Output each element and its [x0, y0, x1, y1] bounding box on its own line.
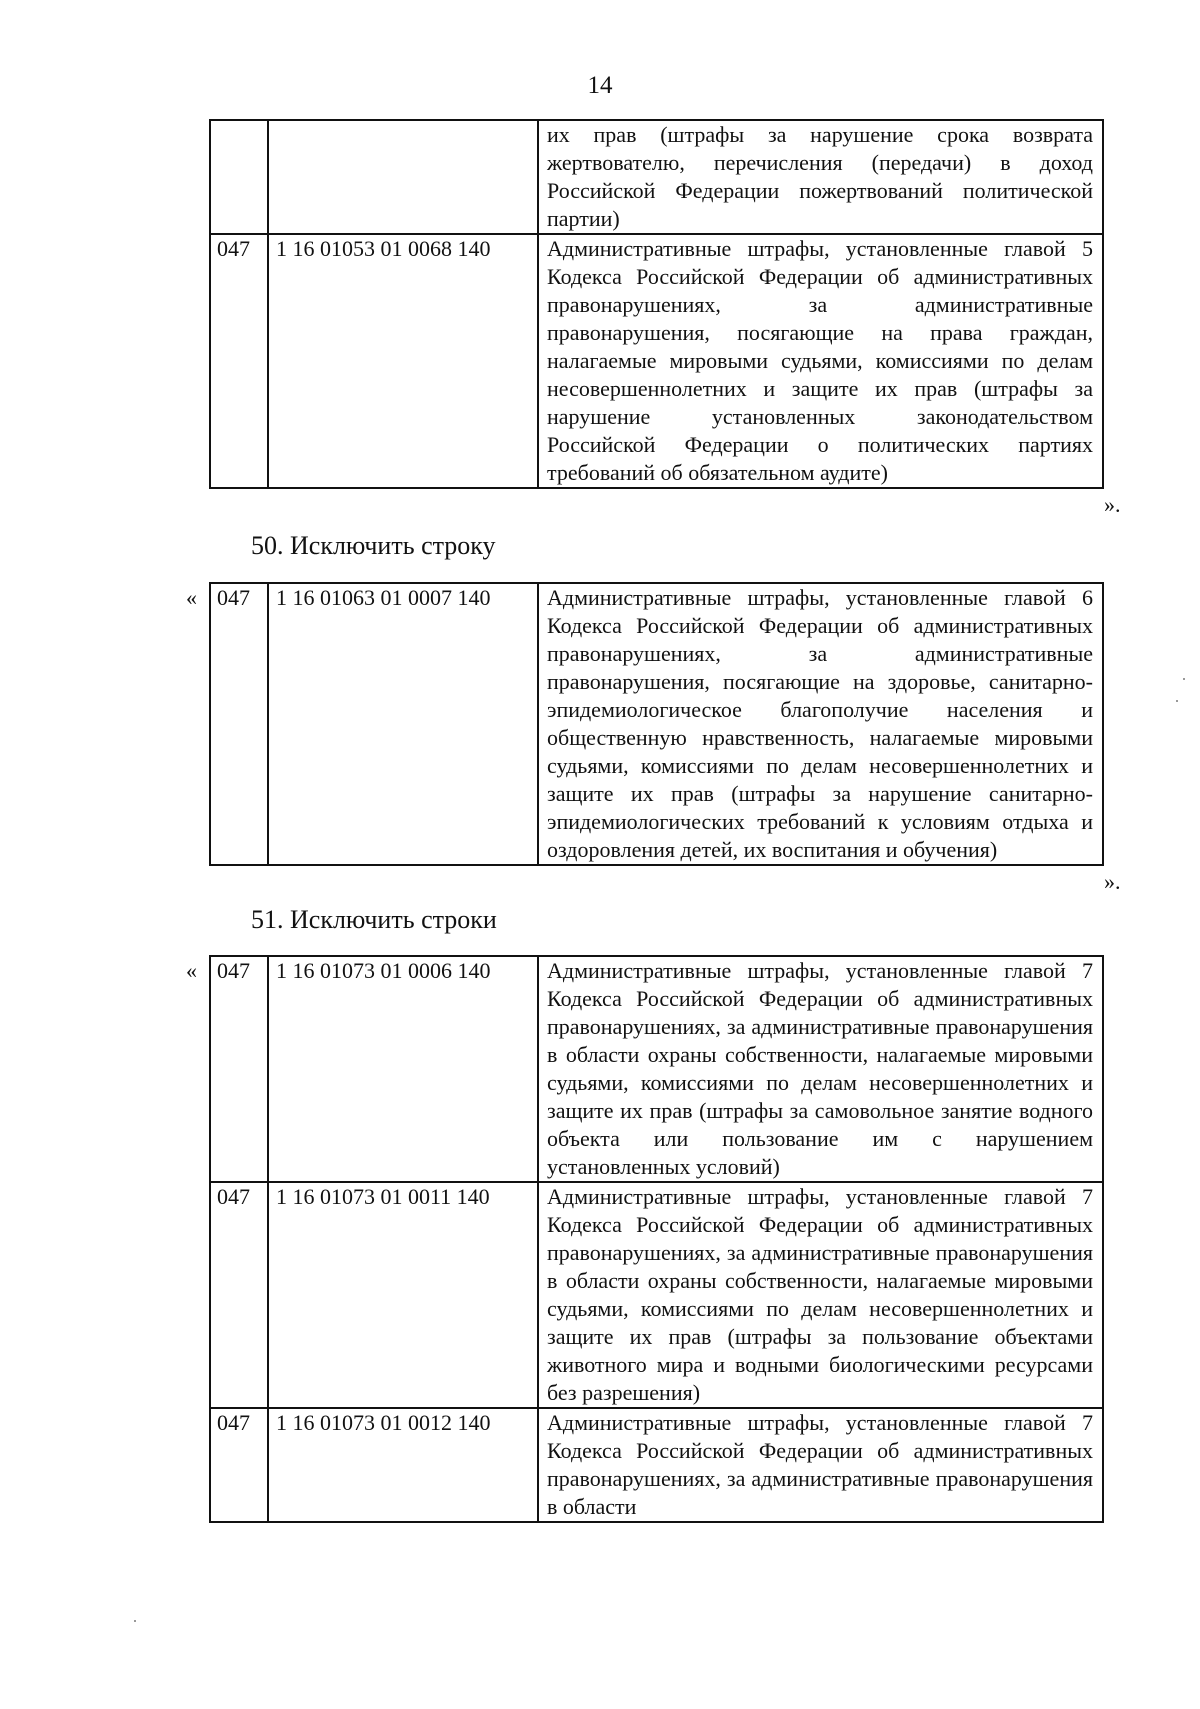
- ministry-code-cell: 047: [210, 1408, 268, 1522]
- table-continuation: [209, 119, 1104, 489]
- table-row: [210, 120, 1103, 234]
- description-cell: их прав (штрафы за нарушение срока возврата жертвователю, перечисления (передачи) в доход Российской Федерации пожертвований политической партии): [538, 120, 1103, 234]
- opening-quote: «: [186, 585, 197, 610]
- closing-quote: ».: [1104, 869, 1121, 894]
- budget-code-cell: 1 16 01073 01 0006 140: [268, 956, 538, 1182]
- opening-quote: «: [186, 958, 197, 983]
- scan-speck: [1176, 700, 1178, 702]
- budget-code-cell: [268, 120, 538, 234]
- ministry-code-cell: [210, 120, 268, 234]
- page-number: 14: [587, 72, 613, 99]
- description-cell: Административные штрафы, установленные главой 7 Кодекса Российской Федерации об административных правонарушениях, за административные правонарушения в области охраны собственности, налагаемые мировыми судьями, комиссиями по делам несовершеннолетних и защите их прав (штрафы за самовольное занятие водного объекта или пользование им с нарушением установленных условий): [538, 956, 1103, 1182]
- ministry-code-cell: 047: [210, 234, 268, 488]
- ministry-code-cell: 047: [210, 956, 268, 1182]
- section-51-heading: 51. Исключить строки: [251, 905, 497, 934]
- table-row: [210, 583, 1103, 865]
- table-row: [210, 956, 1103, 1182]
- description-cell: Административные штрафы, установленные главой 7 Кодекса Российской Федерации об административных правонарушениях, за административные правонарушения в области: [538, 1408, 1103, 1522]
- description-cell: Административные штрафы, установленные главой 6 Кодекса Российской Федерации об административных правонарушениях, за административные правонарушения, посягающие на здоровье, санитарно-эпидемиологическое благополучие населения и общественную нравственность, налагаемые мировыми судьями, комиссиями по делам несовершеннолетних и защите их прав (штрафы за нарушение санитарно-эпидемиологических требований к условиям отдыха и оздоровления детей, их воспитания и обучения): [538, 583, 1103, 865]
- section-50-heading: 50. Исключить строку: [251, 531, 496, 560]
- closing-quote: ».: [1104, 492, 1121, 517]
- table-row: [210, 234, 1103, 488]
- description-cell: Административные штрафы, установленные главой 7 Кодекса Российской Федерации об административных правонарушениях, за административные правонарушения в области охраны собственности, налагаемые мировыми судьями, комиссиями по делам несовершеннолетних и защите их прав (штрафы за пользование объектами животного мира и водными биологическими ресурсами без разрешения): [538, 1182, 1103, 1408]
- scan-speck: [134, 1620, 136, 1622]
- budget-code-cell: 1 16 01073 01 0012 140: [268, 1408, 538, 1522]
- budget-code-cell: 1 16 01063 01 0007 140: [268, 583, 538, 865]
- table-row: [210, 1182, 1103, 1408]
- budget-code-cell: 1 16 01073 01 0011 140: [268, 1182, 538, 1408]
- scan-speck: [1183, 678, 1185, 680]
- table-row: [210, 1408, 1103, 1522]
- description-cell: Административные штрафы, установленные главой 5 Кодекса Российской Федерации об административных правонарушениях, за административные правонарушения, посягающие на права граждан, налагаемые мировыми судьями, комиссиями по делам несовершеннолетних и защите их прав (штрафы за нарушение установленных законодательством Российской Федерации о политических партиях требований об обязательном аудите): [538, 234, 1103, 488]
- table-section-50: [209, 582, 1104, 866]
- ministry-code-cell: 047: [210, 1182, 268, 1408]
- table-section-51: [209, 955, 1104, 1523]
- ministry-code-cell: 047: [210, 583, 268, 865]
- budget-code-cell: 1 16 01053 01 0068 140: [268, 234, 538, 488]
